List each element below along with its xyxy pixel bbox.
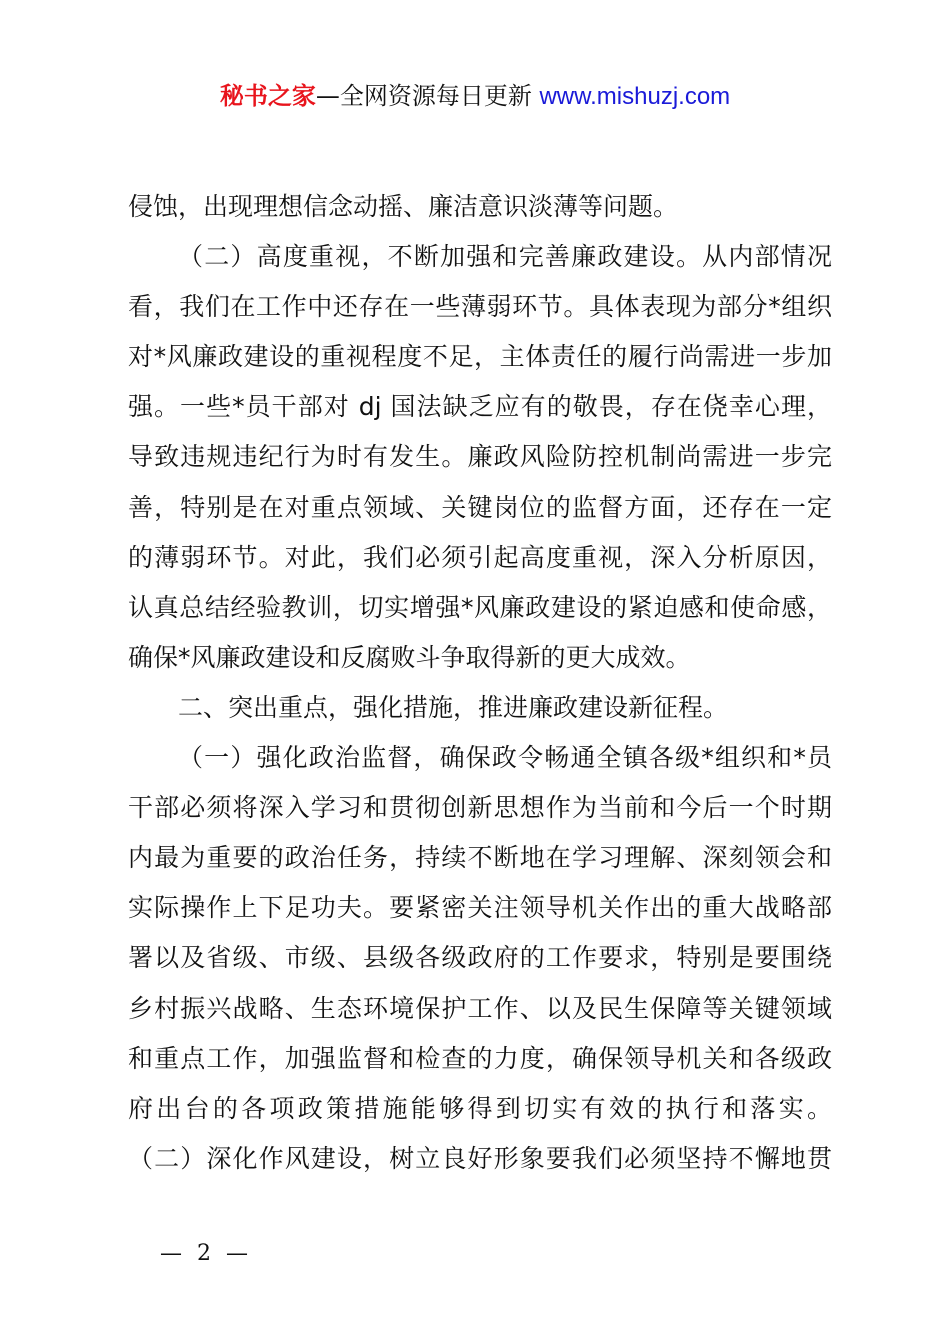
text-line: 认真总结经验教训，切实增强*风廉政建设的紧迫感和使命感， <box>128 592 832 622</box>
text-line: （一）强化政治监督，确保政令畅通全镇各级*组织和*员 <box>178 743 832 773</box>
text-line: 对*风廉政建设的重视程度不足，主体责任的履行尚需进一步加 <box>128 342 832 372</box>
page-number: — 2 — <box>160 1241 252 1266</box>
text-line: （二）高度重视，不断加强和完善廉政建设。从内部情况 <box>178 242 832 272</box>
text-line: 实际操作上下足功夫。要紧密关注领导机关作出的重大战略部 <box>128 893 832 923</box>
section-heading: 二、突出重点，强化措施，推进廉政建设新征程。 <box>178 692 729 722</box>
text-line: 内最为重要的政治任务，持续不断地在学习理解、深刻领会和 <box>128 843 832 873</box>
site-url-link[interactable]: www.mishuzj.com <box>539 83 731 110</box>
text-line: 强。一些*员干部对 dj 国法缺乏应有的敬畏，存在侥幸心理， <box>128 392 832 422</box>
text-line: 署以及省级、市级、县级各级政府的工作要求，特别是要围绕 <box>128 943 832 973</box>
text-line: 府出台的各项政策措施能够得到切实有效的执行和落实。 <box>128 1093 832 1123</box>
text-line: 和重点工作，加强监督和检查的力度，确保领导机关和各级政 <box>128 1043 832 1073</box>
site-name: 秘书之家 <box>219 82 316 110</box>
text-line: 导致违规违纪行为时有发生。廉政风险防控机制尚需进一步完 <box>128 442 832 472</box>
text-line: 干部必须将深入学习和贯彻创新思想作为当前和今后一个时期 <box>128 793 832 823</box>
text-line: 的薄弱环节。对此，我们必须引起高度重视，深入分析原因， <box>128 542 832 572</box>
text-line: 确保*风廉政建设和反腐败斗争取得新的更大成效。 <box>128 642 691 672</box>
text-line: 乡村振兴战略、生态环境保护工作、以及民生保障等关键领域 <box>128 993 832 1023</box>
header-slogan: —全网资源每日更新 <box>315 82 532 110</box>
document-body <box>128 182 832 1184</box>
text-line: 侵蚀，出现理想信念动摇、廉洁意识淡薄等问题。 <box>128 192 679 221</box>
text-line: （二）深化作风建设，树立良好形象要我们必须坚持不懈地贯 <box>128 1143 832 1173</box>
text-line: 看，我们在工作中还存在一些薄弱环节。具体表现为部分*组织 <box>128 292 832 322</box>
page-header <box>0 80 950 113</box>
text-line: 善，特别是在对重点领域、关键岗位的监督方面，还存在一定 <box>128 492 832 522</box>
